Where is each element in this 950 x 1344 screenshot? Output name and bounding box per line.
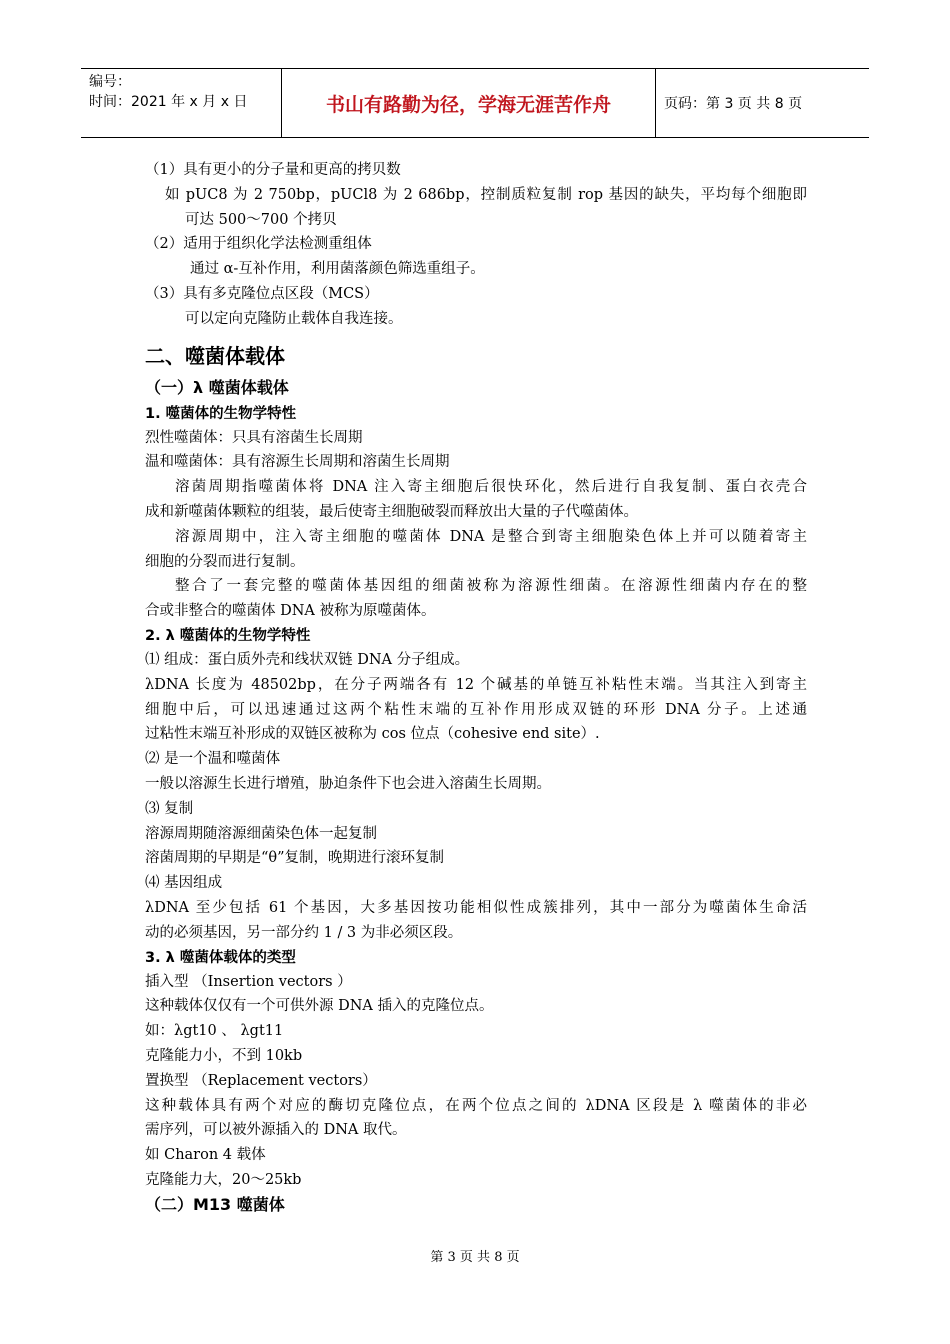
topic-heading: 3. λ 噬菌体载体的类型 bbox=[145, 949, 296, 966]
paragraph: 如 pUC8 为 2 750bp，pUCl8 为 2 686bp，控制质粒复制 rop 基因的缺失，平均每个细胞即 bbox=[165, 186, 807, 203]
paragraph: 克隆能力大，20～25kb bbox=[145, 1171, 302, 1188]
time-label: 时间：2021 年 x 月 x 日 bbox=[89, 94, 248, 110]
topic-heading: 2. λ 噬菌体的生物学特性 bbox=[145, 627, 311, 644]
page-header bbox=[81, 68, 869, 138]
paragraph: 成和新噬菌体颗粒的组装，最后使寄主细胞破裂而释放出大量的子代噬菌体。 bbox=[145, 503, 638, 520]
paragraph: 需序列，可以被外源插入的 DNA 取代。 bbox=[145, 1122, 407, 1139]
paragraph: 如：λgt10 、 λgt11 bbox=[145, 1023, 284, 1040]
header-page-label: 页码：第 3 页 共 8 页 bbox=[664, 96, 803, 112]
paragraph: 可以定向克隆防止载体自我连接。 bbox=[185, 310, 403, 327]
paragraph: λDNA 至少包括 61 个基因，大多基因按功能相似性成簇排列，其中一部分为噬菌体生命活 bbox=[145, 899, 807, 916]
paragraph: 动的必须基因，另一部分约 1 / 3 为非必须区段。 bbox=[145, 924, 463, 941]
paragraph: 合或非整合的噬菌体 DNA 被称为原噬菌体。 bbox=[145, 603, 436, 620]
paragraph: 这种载体具有两个对应的酶切克隆位点，在两个位点之间的 λDNA 区段是 λ 噬菌体的非必 bbox=[145, 1097, 807, 1114]
paragraph: 可达 500～700 个拷贝 bbox=[185, 211, 337, 228]
paragraph: 温和噬菌体：具有溶源生长周期和溶菌生长周期 bbox=[145, 454, 450, 471]
paragraph: （2）适用于组织化学法检测重组体 bbox=[145, 236, 372, 253]
paragraph: 烈性噬菌体：只具有溶菌生长周期 bbox=[145, 429, 363, 446]
paragraph: 克隆能力小，不到 10kb bbox=[145, 1047, 303, 1064]
paragraph: 一般以溶源生长进行增殖，胁迫条件下也会进入溶菌生长周期。 bbox=[145, 775, 551, 792]
paragraph: 溶菌周期的早期是“θ”复制，晚期进行滚环复制 bbox=[145, 850, 445, 867]
paragraph: 插入型 （Insertion vectors ） bbox=[145, 973, 352, 990]
paragraph: 如 Charon 4 载体 bbox=[145, 1147, 266, 1164]
paragraph: （1）具有更小的分子量和更高的拷贝数 bbox=[145, 162, 401, 178]
paragraph: 细胞的分裂而进行复制。 bbox=[145, 553, 305, 570]
topic-heading: 1. 噬菌体的生物学特性 bbox=[145, 405, 297, 422]
paragraph: ⑷ 基因组成 bbox=[145, 875, 223, 892]
paragraph: 通过 α-互补作用，利用菌落颜色筛选重组子。 bbox=[190, 261, 485, 278]
paragraph: ⑵ 是一个温和噬菌体 bbox=[145, 751, 281, 768]
paragraph: λDNA 长度为 48502bp，在分子两端各有 12 个碱基的单链互补粘性末端。当其注入到寄主 bbox=[145, 676, 807, 693]
paragraph: ⑴ 组成：蛋白质外壳和线状双链 DNA 分子组成。 bbox=[145, 651, 470, 668]
document-body bbox=[145, 158, 807, 1219]
paragraph: 这种载体仅仅有一个可供外源 DNA 插入的克隆位点。 bbox=[145, 998, 494, 1015]
subsection-heading: （一）λ 噬菌体载体 bbox=[145, 377, 289, 397]
paragraph: （3）具有多克隆位点区段（MCS） bbox=[145, 285, 379, 302]
section-heading: 二、噬菌体载体 bbox=[145, 343, 285, 368]
header-meta bbox=[81, 69, 282, 137]
paragraph: 溶源周期中，注入寄主细胞的噬菌体 DNA 是整合到寄主细胞染色体上并可以随着寄主 bbox=[175, 528, 807, 545]
paragraph: 溶菌周期指噬菌体将 DNA 注入寄主细胞后很快环化，然后进行自我复制、蛋白衣壳合 bbox=[175, 479, 807, 496]
paragraph: 置换型 （Replacement vectors） bbox=[145, 1072, 377, 1089]
number-label: 编号： bbox=[89, 74, 131, 90]
header-motto: 书山有路勤为径，学海无涯苦作舟 bbox=[282, 69, 656, 137]
paragraph: 过粘性末端互补形成的双链区被称为 cos 位点（cohesive end site）. bbox=[145, 726, 600, 743]
page-footer: 第 3 页 共 8 页 bbox=[430, 1250, 520, 1265]
subsection-heading: （二）M13 噬菌体 bbox=[145, 1194, 285, 1214]
paragraph: ⑶ 复制 bbox=[145, 800, 194, 817]
paragraph: 整合了一套完整的噬菌体基因组的细菌被称为溶源性细菌。在溶源性细菌内存在的整 bbox=[175, 578, 807, 595]
paragraph: 细胞中后，可以迅速通过这两个粘性末端的互补作用形成双链的环形 DNA 分子。上述通 bbox=[145, 701, 807, 718]
paragraph: 溶源周期随溶源细菌染色体一起复制 bbox=[145, 825, 377, 842]
